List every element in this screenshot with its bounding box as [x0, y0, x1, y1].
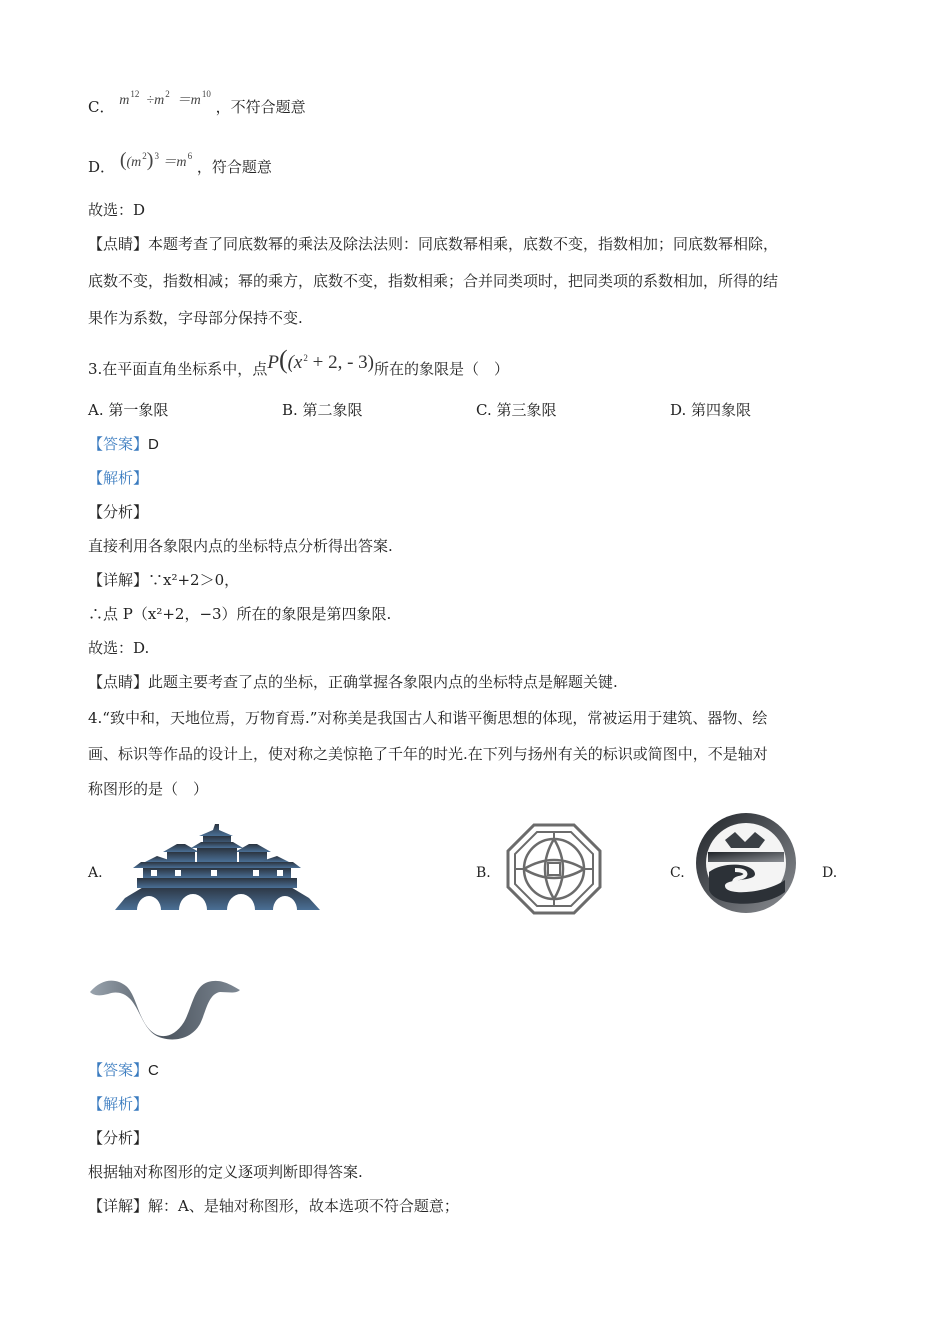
option-d-verdict: ，符合题意: [196, 158, 272, 176]
q3-fenxi-text: 直接利用各象限内点的坐标特点分析得出答案.: [88, 537, 393, 555]
q3-choose: 故选：D.: [88, 639, 150, 657]
prev-choose: 故选：D: [88, 201, 146, 219]
option-d-label: D．: [88, 158, 116, 176]
option-c-formula: $m^{12} \div m^2 =m^{10}$: [119, 89, 211, 108]
q3-option-d: D. 第四象限: [670, 401, 752, 419]
fig-b-label: B.: [476, 865, 491, 881]
q3-analysis-tag: 【解析】: [88, 469, 149, 487]
q3-option-c: C. 第三象限: [476, 401, 557, 419]
prev-option-d: [88, 149, 272, 179]
q4-answer: 【答案】C: [88, 1061, 159, 1079]
figure-d-wave-image: [88, 972, 243, 1042]
q3-detail-2: ∴点 P（x²+2，−3）所在的象限是第四象限.: [88, 605, 392, 623]
q3-stem-pre: 3.在平面直角坐标系中，点: [88, 360, 268, 378]
fig-d-label: D.: [822, 865, 838, 881]
q4-stem-line-3: 称图形的是（ ）: [88, 780, 209, 798]
figure-b-lattice-window-image: [506, 823, 602, 915]
q3-point: $P((x^2 + 2$, - 3): [267, 345, 374, 374]
fig-a-label: A.: [88, 865, 103, 881]
q4-stem-line-1: 4.“致中和，天地位焉，万物育焉.”对称美是我国古人和谐平衡思想的体现，常被运用于建筑、器物、绘: [88, 709, 768, 727]
q4-analysis-tag: 【解析】: [88, 1095, 149, 1113]
q3-stem: [88, 345, 510, 379]
prev-comment-line-2: 底数不变，指数相减；幂的乘方，底数不变，指数相乘；合并同类项时，把同类项的系数相加，所得的结: [88, 272, 779, 290]
fig-c-label: C.: [670, 865, 685, 881]
q3-stem-post: 所在的象限是（ ）: [374, 360, 510, 378]
q4-stem-line-2: 画、标识等作品的设计上，使对称之美惊艳了千年的时光.在下列与扬州有关的标识或简图中，不是轴对: [88, 745, 768, 763]
figure-a-bridge-image: [115, 818, 320, 910]
q4-detail-1: 【详解】解：A、是轴对称图形，故本选项不符合题意；: [88, 1197, 459, 1215]
q4-fenxi-tag: 【分析】: [88, 1129, 149, 1147]
q3-fenxi-tag: 【分析】: [88, 503, 149, 521]
q3-option-b: B. 第二象限: [282, 401, 363, 419]
option-d-formula: ($(m^2)^3 =m^6$: [119, 149, 193, 171]
prev-option-c: [88, 89, 306, 119]
q4-fenxi-text: 根据轴对称图形的定义逐项判断即得答案.: [88, 1163, 363, 1181]
q3-option-a: A. 第一象限: [88, 401, 169, 419]
q3-answer: 【答案】D: [88, 435, 159, 453]
prev-comment-line-3: 果作为系数，字母部分保持不变.: [88, 309, 303, 327]
option-c-label: C．: [88, 98, 115, 116]
q3-comment: 【点睛】此题主要考查了点的坐标，正确掌握各象限内点的坐标特点是解题关键.: [88, 673, 618, 691]
option-c-verdict: ，不符合题意: [215, 98, 306, 116]
q3-detail-1: 【详解】∵x²+2＞0，: [88, 571, 240, 589]
prev-comment-line-1: 【点睛】本题考查了同底数幂的乘法及除法法则：同底数幂相乘，底数不变，指数相加；同底数幂相除，: [88, 235, 779, 253]
figure-c-circle-logo-image: [695, 812, 797, 914]
